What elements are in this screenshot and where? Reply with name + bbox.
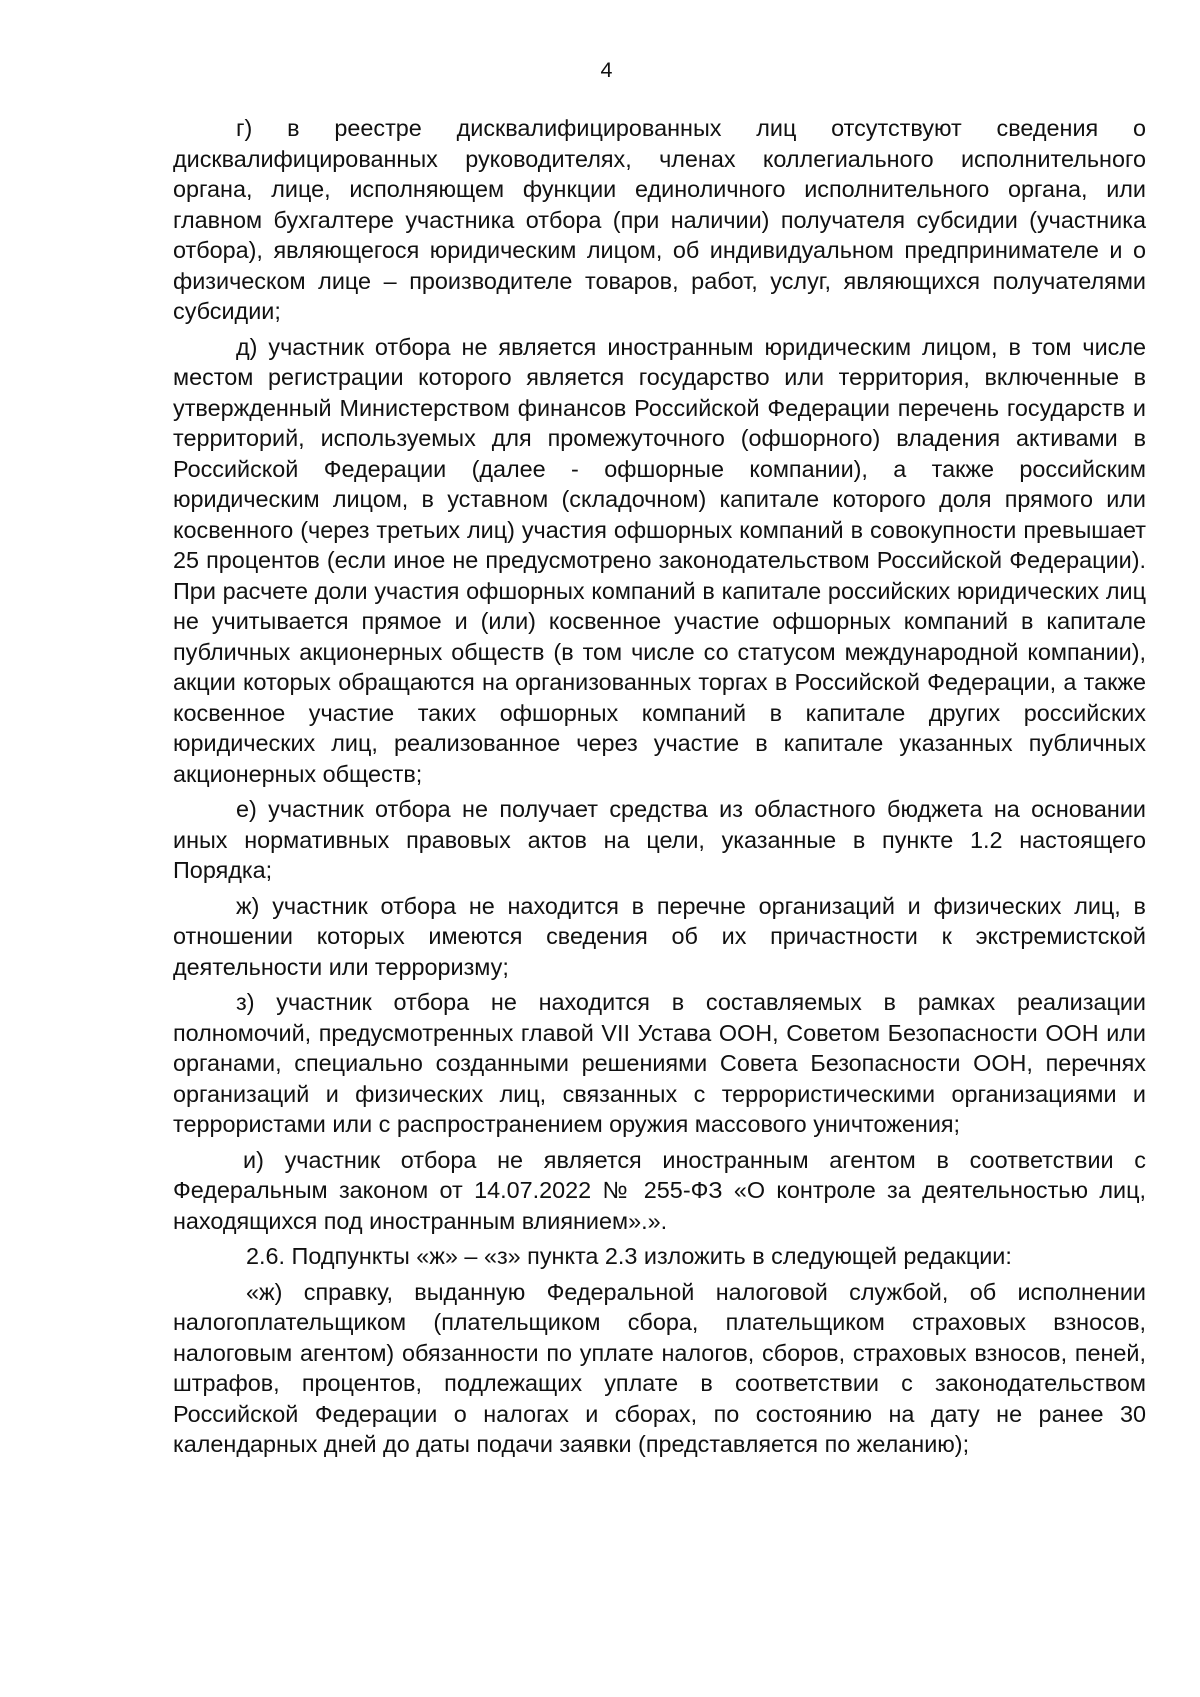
paragraph-quote-zh: «ж) справку, выданную Федеральной налоговой службой, об исполнении налогоплательщиком (плательщиком сбора, плательщиком страховых взносов, налоговым агентом) обязанности по уплате налогов, сборов, страховых взносов, пеней, штрафов, процентов, подлежащих уплате в соответствии с законодательством Российской Федерации о налогах и сборах, по состоянию на дату не ранее 30 календарных дней до даты подачи заявки (представляется по желанию);: [173, 1278, 1146, 1457]
paragraph-e: е) участник отбора не получает средства из областного бюджета на основании иных нормативных правовых актов на цели, указанные в пункте 1.2 настоящего Порядка;: [173, 796, 1146, 883]
paragraph-zh: ж) участник отбора не находится в перечне организаций и физических лиц, в отношении которых имеются сведения об их причастности к экстремистской деятельности или терроризму;: [173, 892, 1146, 980]
paragraph-d: д) участник отбора не является иностранным юридическим лицом, в том числе местом регистрации которого является государство или территория, включенные в утвержденный Министерством финансов Российской Федерации перечень государств и территорий, используемых для промежуточного (офшорного) владения активами в Российской Федерации (далее - офшорные компании), а также российским юридическим лицом, в уставном (складочном) капитале которого доля прямого или косвенного (через третьих лиц) участия офшорных компаний в совокупности превышает 25 процентов (если иное не предусмотрено законодательством Российской Федерации). При расчете доли участия офшорных компаний в капитале российских юридических лиц не учитывается прямое и (или) косвенное участие офшорных компаний в капитале публичных акционерных обществ (в том числе со статусом международной компании), акции которых обращаются на организованных торгах в Российской Федерации, а также косвенное участие таких офшорных компаний в капитале других российских юридических лиц, реализованное через участие в капитале указанных публичных акционерных обществ;: [173, 333, 1146, 787]
paragraph-i: и) участник отбора не является иностранным агентом в соответствии с Федеральным законом от 14.07.2022 № 255-ФЗ «О контроле за деятельностью лиц, находящихся под иностранным влиянием».».: [173, 1146, 1146, 1234]
document-body: [173, 113, 1146, 1465]
paragraph-z: з) участник отбора не находится в составляемых в рамках реализации полномочий, предусмотренных главой VII Устава ООН, Советом Безопасности ООН или органами, специально созданными решениями Совета Безопасности ООН, перечнях организаций и физических лиц, связанных с террористическими организациями и террористами или с распространением оружия массового уничтожения;: [173, 989, 1146, 1137]
paragraph-2-6: 2.6. Подпункты «ж» – «з» пункта 2.3 изложить в следующей редакции:: [246, 1243, 1012, 1269]
page-number: 4: [600, 58, 613, 82]
paragraph-g: г) в реестре дисквалифицированных лиц отсутствуют сведения о дисквалифицированных руководителях, членах коллегиального исполнительного органа, лице, исполняющем функции единоличного исполнительного органа, или главном бухгалтере участника отбора (при наличии) получателя субсидии (участника отбора), являющегося юридическим лицом, об индивидуальном предпринимателе и о физическом лице – производителе товаров, работ, услуг, являющихся получателями субсидии;: [173, 115, 1146, 324]
